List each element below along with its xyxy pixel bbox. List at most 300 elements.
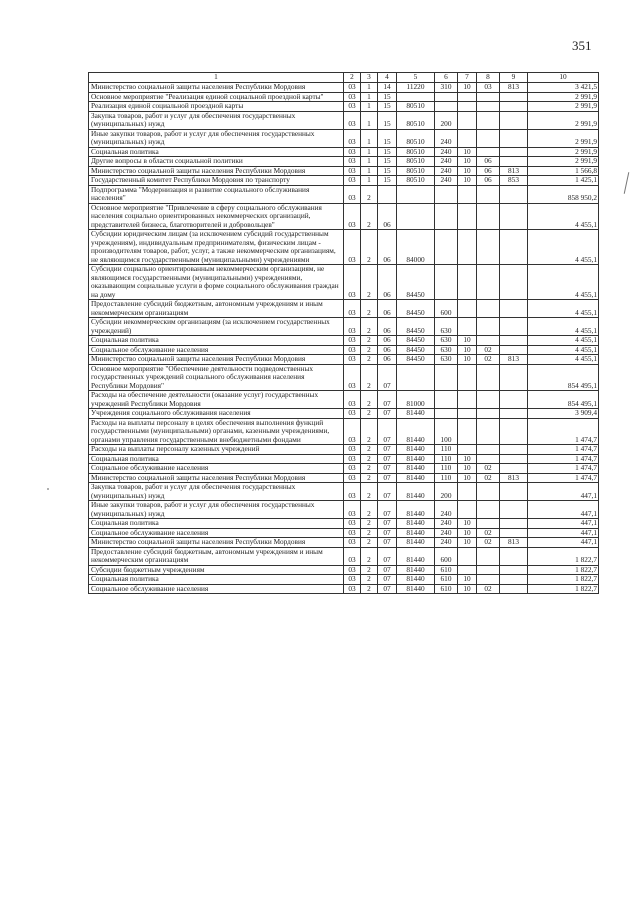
- code-cell: 1: [361, 157, 378, 167]
- code-cell: 600: [435, 300, 458, 318]
- code-cell: 07: [378, 519, 397, 529]
- code-cell: [477, 318, 500, 336]
- item-name: Предоставление субсидий бюджетным, автономным учреждениям и иным некоммерческим организациям: [89, 547, 344, 565]
- code-cell: 100: [435, 418, 458, 445]
- table-row: [89, 391, 599, 409]
- code-cell: 03: [344, 83, 361, 93]
- code-cell: 2: [361, 409, 378, 419]
- amount-cell: 3 909,4: [528, 409, 599, 419]
- code-cell: 2: [361, 203, 378, 230]
- code-cell: 110: [435, 473, 458, 483]
- header-cell: 1: [89, 73, 344, 83]
- table-row: [89, 265, 599, 300]
- header-cell: 3: [361, 73, 378, 83]
- amount-cell: 4 455,1: [528, 203, 599, 230]
- item-name: Субсидии некоммерческим организациям (за исключением государственных учреждений): [89, 318, 344, 336]
- code-cell: 84450: [397, 345, 435, 355]
- code-cell: 240: [435, 538, 458, 548]
- code-cell: 03: [344, 230, 361, 265]
- code-cell: 03: [344, 355, 361, 365]
- code-cell: 02: [477, 464, 500, 474]
- code-cell: [477, 147, 500, 157]
- amount-cell: 447,1: [528, 483, 599, 501]
- amount-cell: 4 455,1: [528, 318, 599, 336]
- item-name: Закупка товаров, работ и услуг для обеспечения государственных (муниципальных) нужд: [89, 111, 344, 129]
- code-cell: 06: [477, 157, 500, 167]
- code-cell: 06: [378, 203, 397, 230]
- code-cell: 10: [458, 147, 477, 157]
- amount-cell: 854 495,1: [528, 391, 599, 409]
- item-name: Учреждения социального обслуживания населения: [89, 409, 344, 419]
- code-cell: [397, 203, 435, 230]
- item-name: Социальная политика: [89, 336, 344, 346]
- code-cell: [458, 300, 477, 318]
- code-cell: [458, 565, 477, 575]
- code-cell: 10: [458, 345, 477, 355]
- code-cell: 813: [500, 473, 528, 483]
- code-cell: [500, 547, 528, 565]
- item-name: Основное мероприятие "Реализация единой социальной проездной карты": [89, 92, 344, 102]
- code-cell: [500, 230, 528, 265]
- table-row: [89, 147, 599, 157]
- item-name: Иные закупки товаров, работ и услуг для обеспечения государственных (муниципальных) нужд: [89, 501, 344, 519]
- code-cell: 81440: [397, 528, 435, 538]
- code-cell: 1: [361, 111, 378, 129]
- item-name: Министерство социальной защиты населения Республики Мордовия: [89, 473, 344, 483]
- code-cell: 84000: [397, 230, 435, 265]
- code-cell: 110: [435, 445, 458, 455]
- amount-cell: 4 455,1: [528, 355, 599, 365]
- code-cell: 81440: [397, 547, 435, 565]
- table-row: [89, 203, 599, 230]
- code-cell: 84450: [397, 318, 435, 336]
- code-cell: 81440: [397, 409, 435, 419]
- code-cell: 03: [344, 345, 361, 355]
- code-cell: 1: [361, 102, 378, 112]
- code-cell: 06: [378, 345, 397, 355]
- code-cell: 813: [500, 355, 528, 365]
- code-cell: 03: [344, 464, 361, 474]
- header-cell: 9: [500, 73, 528, 83]
- code-cell: [500, 129, 528, 147]
- code-cell: 2: [361, 445, 378, 455]
- amount-cell: 2 991,9: [528, 157, 599, 167]
- amount-cell: 447,1: [528, 501, 599, 519]
- header-cell: 7: [458, 73, 477, 83]
- code-cell: 10: [458, 166, 477, 176]
- code-cell: 2: [361, 483, 378, 501]
- code-cell: 03: [344, 547, 361, 565]
- item-name: Социальное обслуживание населения: [89, 584, 344, 594]
- code-cell: 1: [361, 176, 378, 186]
- table-row: [89, 483, 599, 501]
- code-cell: 03: [344, 166, 361, 176]
- code-cell: [477, 129, 500, 147]
- code-cell: 2: [361, 547, 378, 565]
- table-row: [89, 129, 599, 147]
- code-cell: [500, 464, 528, 474]
- code-cell: [500, 318, 528, 336]
- code-cell: [458, 547, 477, 565]
- code-cell: 110: [435, 454, 458, 464]
- code-cell: 03: [344, 454, 361, 464]
- code-cell: [500, 584, 528, 594]
- code-cell: [435, 92, 458, 102]
- code-cell: 03: [344, 418, 361, 445]
- code-cell: [397, 185, 435, 203]
- code-cell: [500, 501, 528, 519]
- item-name: Основное мероприятие "Обеспечение деятельности подведомственных государственных учреждений социального обслуживания населения Республики Мордовия": [89, 364, 344, 391]
- code-cell: 10: [458, 528, 477, 538]
- code-cell: 81440: [397, 445, 435, 455]
- code-cell: 07: [378, 454, 397, 464]
- code-cell: 2: [361, 538, 378, 548]
- code-cell: [458, 418, 477, 445]
- item-name: Государственный комитет Республики Мордовия по транспорту: [89, 176, 344, 186]
- code-cell: 2: [361, 336, 378, 346]
- table-row: [89, 185, 599, 203]
- code-cell: 07: [378, 418, 397, 445]
- amount-cell: 2 991,9: [528, 147, 599, 157]
- code-cell: 84450: [397, 355, 435, 365]
- code-cell: 03: [344, 185, 361, 203]
- amount-cell: 447,1: [528, 528, 599, 538]
- code-cell: 2: [361, 391, 378, 409]
- code-cell: 03: [344, 336, 361, 346]
- code-cell: 03: [344, 147, 361, 157]
- table-row: [89, 575, 599, 585]
- code-cell: 10: [458, 519, 477, 529]
- code-cell: 07: [378, 575, 397, 585]
- code-cell: 630: [435, 318, 458, 336]
- code-cell: [435, 203, 458, 230]
- code-cell: 06: [477, 166, 500, 176]
- code-cell: 03: [344, 364, 361, 391]
- item-name: Закупка товаров, работ и услуг для обеспечения государственных (муниципальных) нужд: [89, 483, 344, 501]
- code-cell: 06: [378, 300, 397, 318]
- code-cell: 15: [378, 111, 397, 129]
- code-cell: 813: [500, 538, 528, 548]
- amount-cell: 858 950,2: [528, 185, 599, 203]
- code-cell: [477, 418, 500, 445]
- code-cell: 2: [361, 364, 378, 391]
- code-cell: 2: [361, 355, 378, 365]
- amount-cell: 1 822,7: [528, 547, 599, 565]
- code-cell: 15: [378, 129, 397, 147]
- header-cell: 4: [378, 73, 397, 83]
- code-cell: 03: [344, 176, 361, 186]
- table-row: [89, 473, 599, 483]
- code-cell: [477, 92, 500, 102]
- code-cell: 600: [435, 547, 458, 565]
- amount-cell: 447,1: [528, 538, 599, 548]
- code-cell: 110: [435, 464, 458, 474]
- code-cell: [477, 445, 500, 455]
- code-cell: [477, 501, 500, 519]
- amount-cell: 1 474,7: [528, 454, 599, 464]
- code-cell: 10: [458, 575, 477, 585]
- code-cell: 03: [344, 519, 361, 529]
- code-cell: [458, 445, 477, 455]
- code-cell: 2: [361, 418, 378, 445]
- amount-cell: 2 991,9: [528, 129, 599, 147]
- amount-cell: 1 425,1: [528, 176, 599, 186]
- code-cell: 03: [344, 111, 361, 129]
- amount-cell: 4 455,1: [528, 230, 599, 265]
- code-cell: [477, 265, 500, 300]
- amount-cell: 3 421,5: [528, 83, 599, 93]
- code-cell: 240: [435, 129, 458, 147]
- item-name: Социальное обслуживание населения: [89, 464, 344, 474]
- code-cell: [500, 454, 528, 464]
- code-cell: 2: [361, 265, 378, 300]
- code-cell: 240: [435, 157, 458, 167]
- code-cell: [500, 528, 528, 538]
- code-cell: [477, 102, 500, 112]
- code-cell: [397, 364, 435, 391]
- table-row: [89, 355, 599, 365]
- code-cell: 2: [361, 575, 378, 585]
- amount-cell: 2 991,9: [528, 102, 599, 112]
- code-cell: 07: [378, 364, 397, 391]
- code-cell: [458, 111, 477, 129]
- code-cell: 02: [477, 355, 500, 365]
- code-cell: [500, 364, 528, 391]
- code-cell: 10: [458, 83, 477, 93]
- code-cell: 81440: [397, 519, 435, 529]
- code-cell: 06: [477, 176, 500, 186]
- table-row: [89, 565, 599, 575]
- code-cell: 81440: [397, 501, 435, 519]
- code-cell: [477, 336, 500, 346]
- page-number: 351: [572, 38, 592, 53]
- table-row: [89, 92, 599, 102]
- table-row: [89, 83, 599, 93]
- code-cell: [477, 203, 500, 230]
- code-cell: 07: [378, 538, 397, 548]
- code-cell: 03: [344, 102, 361, 112]
- code-cell: [500, 111, 528, 129]
- code-cell: 610: [435, 565, 458, 575]
- code-cell: 03: [344, 473, 361, 483]
- amount-cell: 1 474,7: [528, 445, 599, 455]
- item-name: Другие вопросы в области социальной политики: [89, 157, 344, 167]
- code-cell: [477, 111, 500, 129]
- code-cell: 1: [361, 129, 378, 147]
- item-name: Основное мероприятие "Привлечение в сферу социального обслуживания населения социально ориентированных некоммерческих организаций, представителей бизнеса, благотворителей и добровольцев": [89, 203, 344, 230]
- code-cell: 80510: [397, 102, 435, 112]
- code-cell: 06: [378, 230, 397, 265]
- code-cell: 07: [378, 501, 397, 519]
- code-cell: 07: [378, 547, 397, 565]
- item-name: Реализация единой социальной проездной карты: [89, 102, 344, 112]
- code-cell: [435, 409, 458, 419]
- code-cell: 07: [378, 565, 397, 575]
- table-row: [89, 230, 599, 265]
- code-cell: [500, 565, 528, 575]
- code-cell: 240: [435, 166, 458, 176]
- code-cell: 2: [361, 565, 378, 575]
- code-cell: 03: [344, 318, 361, 336]
- code-cell: 2: [361, 454, 378, 464]
- code-cell: 07: [378, 391, 397, 409]
- code-cell: 610: [435, 584, 458, 594]
- code-cell: 853: [500, 176, 528, 186]
- code-cell: [477, 454, 500, 464]
- code-cell: 15: [378, 102, 397, 112]
- code-cell: 84450: [397, 336, 435, 346]
- table-row: [89, 336, 599, 346]
- code-cell: 200: [435, 483, 458, 501]
- code-cell: [477, 364, 500, 391]
- code-cell: 06: [378, 318, 397, 336]
- code-cell: 813: [500, 83, 528, 93]
- item-name: Социальная политика: [89, 454, 344, 464]
- code-cell: 2: [361, 528, 378, 538]
- amount-cell: 4 455,1: [528, 336, 599, 346]
- table-row: [89, 300, 599, 318]
- code-cell: [458, 230, 477, 265]
- code-cell: 2: [361, 300, 378, 318]
- code-cell: 15: [378, 157, 397, 167]
- code-cell: [458, 501, 477, 519]
- item-name: Субсидии социально ориентированным некоммерческим организациям, не являющимся государственными (муниципальными) учреждениями, оказывающим социальные услуги в форме социального обслуживания граждан на дому: [89, 265, 344, 300]
- code-cell: 1: [361, 166, 378, 176]
- table-row: [89, 445, 599, 455]
- code-cell: [458, 364, 477, 391]
- amount-cell: 1 474,7: [528, 464, 599, 474]
- item-name: Министерство социальной защиты населения Республики Мордовия: [89, 538, 344, 548]
- code-cell: 03: [344, 265, 361, 300]
- code-cell: [435, 102, 458, 112]
- code-cell: [500, 336, 528, 346]
- code-cell: 80510: [397, 157, 435, 167]
- item-name: Министерство социальной защиты населения Республики Мордовия: [89, 166, 344, 176]
- code-cell: [477, 547, 500, 565]
- code-cell: [458, 483, 477, 501]
- table-row: [89, 454, 599, 464]
- code-cell: [397, 92, 435, 102]
- code-cell: 240: [435, 528, 458, 538]
- header-cell: 8: [477, 73, 500, 83]
- code-cell: 03: [344, 538, 361, 548]
- code-cell: [500, 92, 528, 102]
- code-cell: 2: [361, 464, 378, 474]
- code-cell: 06: [378, 336, 397, 346]
- amount-cell: 4 455,1: [528, 265, 599, 300]
- code-cell: 06: [378, 355, 397, 365]
- code-cell: 03: [477, 83, 500, 93]
- table-row: [89, 501, 599, 519]
- item-name: Социальная политика: [89, 519, 344, 529]
- code-cell: [477, 391, 500, 409]
- code-cell: [500, 391, 528, 409]
- code-cell: 2: [361, 519, 378, 529]
- code-cell: 81440: [397, 454, 435, 464]
- code-cell: 310: [435, 83, 458, 93]
- code-cell: 10: [458, 355, 477, 365]
- amount-cell: 1 822,7: [528, 575, 599, 585]
- code-cell: 02: [477, 584, 500, 594]
- code-cell: [458, 318, 477, 336]
- code-cell: [500, 203, 528, 230]
- code-cell: 80510: [397, 129, 435, 147]
- code-cell: 03: [344, 501, 361, 519]
- code-cell: [458, 391, 477, 409]
- code-cell: 03: [344, 300, 361, 318]
- code-cell: 81440: [397, 464, 435, 474]
- code-cell: 1: [361, 92, 378, 102]
- code-cell: 240: [435, 147, 458, 157]
- table-header-row: [89, 73, 599, 83]
- code-cell: 07: [378, 409, 397, 419]
- code-cell: 200: [435, 111, 458, 129]
- amount-cell: 4 455,1: [528, 345, 599, 355]
- item-name: Социальная политика: [89, 147, 344, 157]
- code-cell: 15: [378, 147, 397, 157]
- code-cell: 84450: [397, 265, 435, 300]
- code-cell: [500, 102, 528, 112]
- table-row: [89, 418, 599, 445]
- code-cell: 630: [435, 345, 458, 355]
- code-cell: 240: [435, 501, 458, 519]
- item-name: Предоставление субсидий бюджетным, автономным учреждениям и иным некоммерческим организациям: [89, 300, 344, 318]
- code-cell: [500, 418, 528, 445]
- margin-mark: [624, 172, 630, 194]
- code-cell: [378, 185, 397, 203]
- header-cell: 2: [344, 73, 361, 83]
- code-cell: 10: [458, 473, 477, 483]
- code-cell: 80510: [397, 111, 435, 129]
- code-cell: [477, 575, 500, 585]
- margin-dot: [47, 488, 49, 490]
- code-cell: 1: [361, 83, 378, 93]
- code-cell: 03: [344, 409, 361, 419]
- table-row: [89, 318, 599, 336]
- table-row: [89, 102, 599, 112]
- code-cell: [500, 519, 528, 529]
- item-name: Иные закупки товаров, работ и услуг для обеспечения государственных (муниципальных) нужд: [89, 129, 344, 147]
- code-cell: [458, 265, 477, 300]
- code-cell: 81440: [397, 584, 435, 594]
- code-cell: [500, 265, 528, 300]
- code-cell: 630: [435, 336, 458, 346]
- code-cell: [500, 409, 528, 419]
- code-cell: [458, 185, 477, 203]
- code-cell: 610: [435, 575, 458, 585]
- code-cell: [435, 391, 458, 409]
- amount-cell: 447,1: [528, 519, 599, 529]
- amount-cell: 1 822,7: [528, 584, 599, 594]
- code-cell: [435, 265, 458, 300]
- header-cell: 10: [528, 73, 599, 83]
- code-cell: [477, 300, 500, 318]
- code-cell: 2: [361, 584, 378, 594]
- table-row: [89, 157, 599, 167]
- code-cell: [458, 203, 477, 230]
- code-cell: [435, 364, 458, 391]
- code-cell: 02: [477, 538, 500, 548]
- code-cell: [500, 185, 528, 203]
- code-cell: 14: [378, 83, 397, 93]
- code-cell: 2: [361, 318, 378, 336]
- code-cell: 03: [344, 483, 361, 501]
- code-cell: 07: [378, 584, 397, 594]
- code-cell: [458, 92, 477, 102]
- code-cell: 10: [458, 584, 477, 594]
- item-name: Социальное обслуживание населения: [89, 528, 344, 538]
- amount-cell: 1 474,7: [528, 418, 599, 445]
